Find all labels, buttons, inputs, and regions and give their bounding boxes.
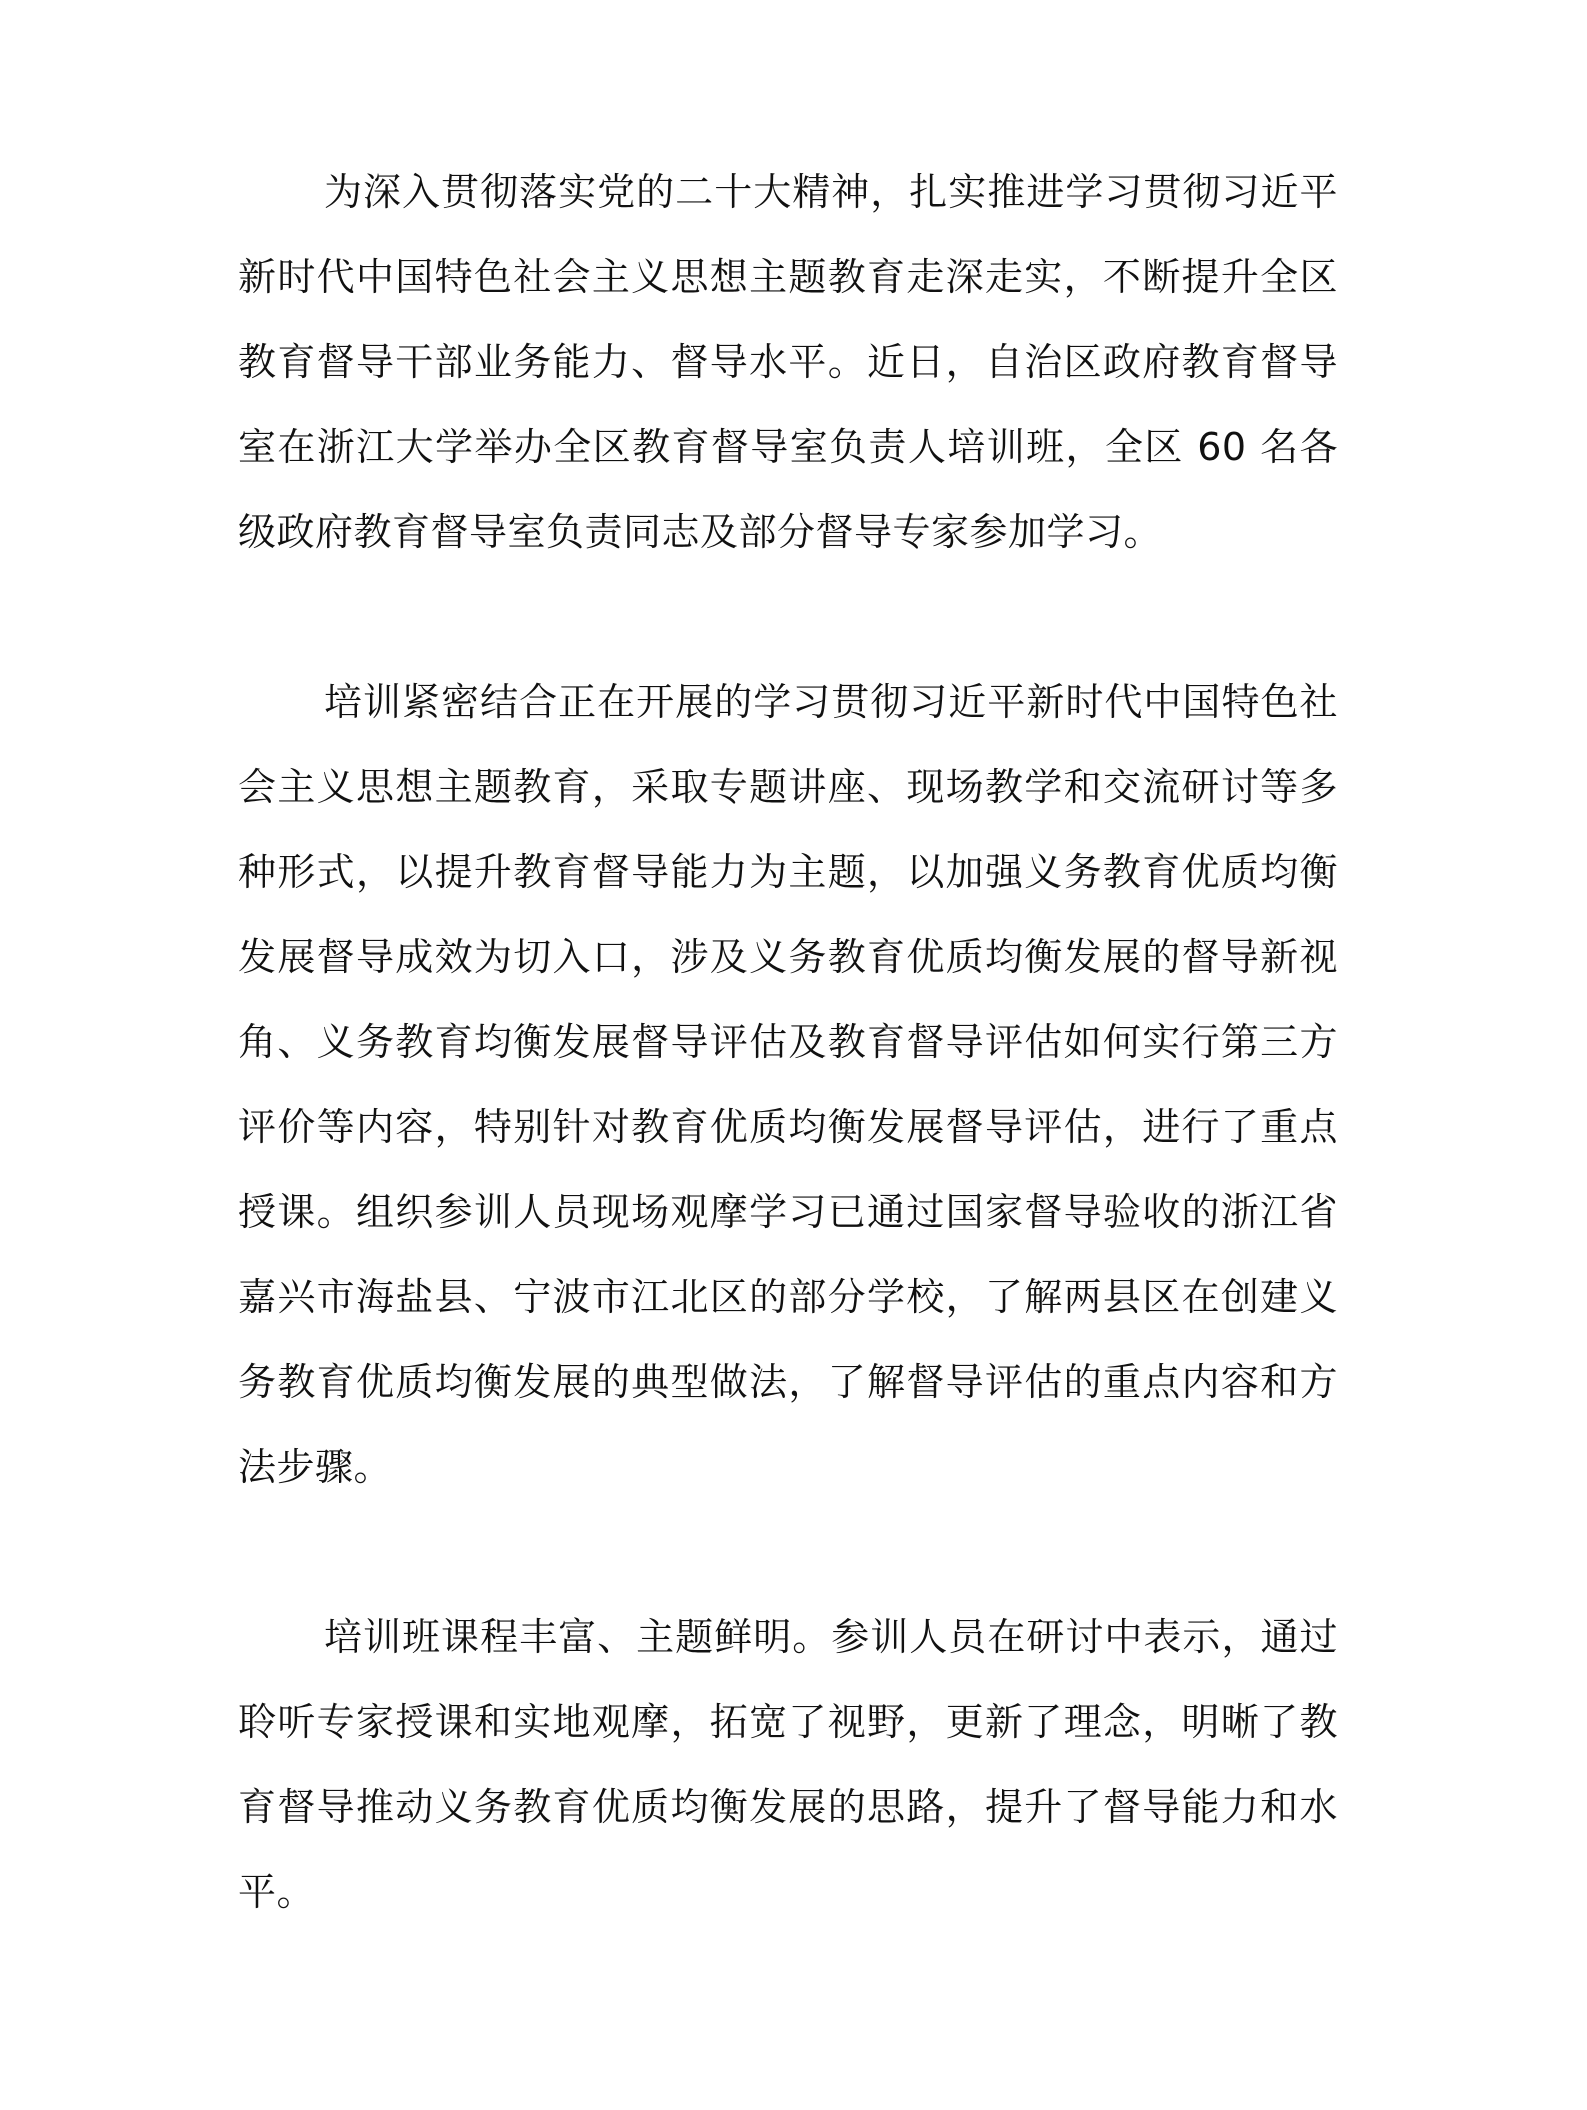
paragraph-2: 培训紧密结合正在开展的学习贯彻习近平新时代中国特色社会主义思想主题教育，采取专题讲座、现场教学和交流研讨等多种形式，以提升教育督导能力为主题，以加强义务教育优质均衡发展督导成效为切入口，涉及义务教育优质均衡发展的督导新视角、义务教育均衡发展督导评估及教育督导评估如何实行第三方评价等内容，特别针对教育优质均衡发展督导评估，进行了重点授课。组织参训人员现场观摩学习已通过国家督导验收的浙江省嘉兴市海盐县、宁波市江北区的部分学校，了解两县区在创建义务教育优质均衡发展的典型做法，了解督导评估的重点内容和方法步骤。 xyxy=(238,680,1338,1489)
paragraph-3: 培训班课程丰富、主题鲜明。参训人员在研讨中表示，通过聆听专家授课和实地观摩，拓宽了视野，更新了理念，明晰了教育督导推动义务教育优质均衡发展的思路，提升了督导能力和水平。 xyxy=(238,1615,1338,1914)
paragraph-1: 为深入贯彻落实党的二十大精神，扎实推进学习贯彻习近平新时代中国特色社会主义思想主题教育走深走实，不断提升全区教育督导干部业务能力、督导水平。近日，自治区政府教育督导室在浙江大学举办全区教育督导室负责人培训班，全区 60 名各级政府教育督导室负责同志及部分督导专家参加学习。 xyxy=(238,170,1338,554)
document-body xyxy=(238,150,1338,1935)
